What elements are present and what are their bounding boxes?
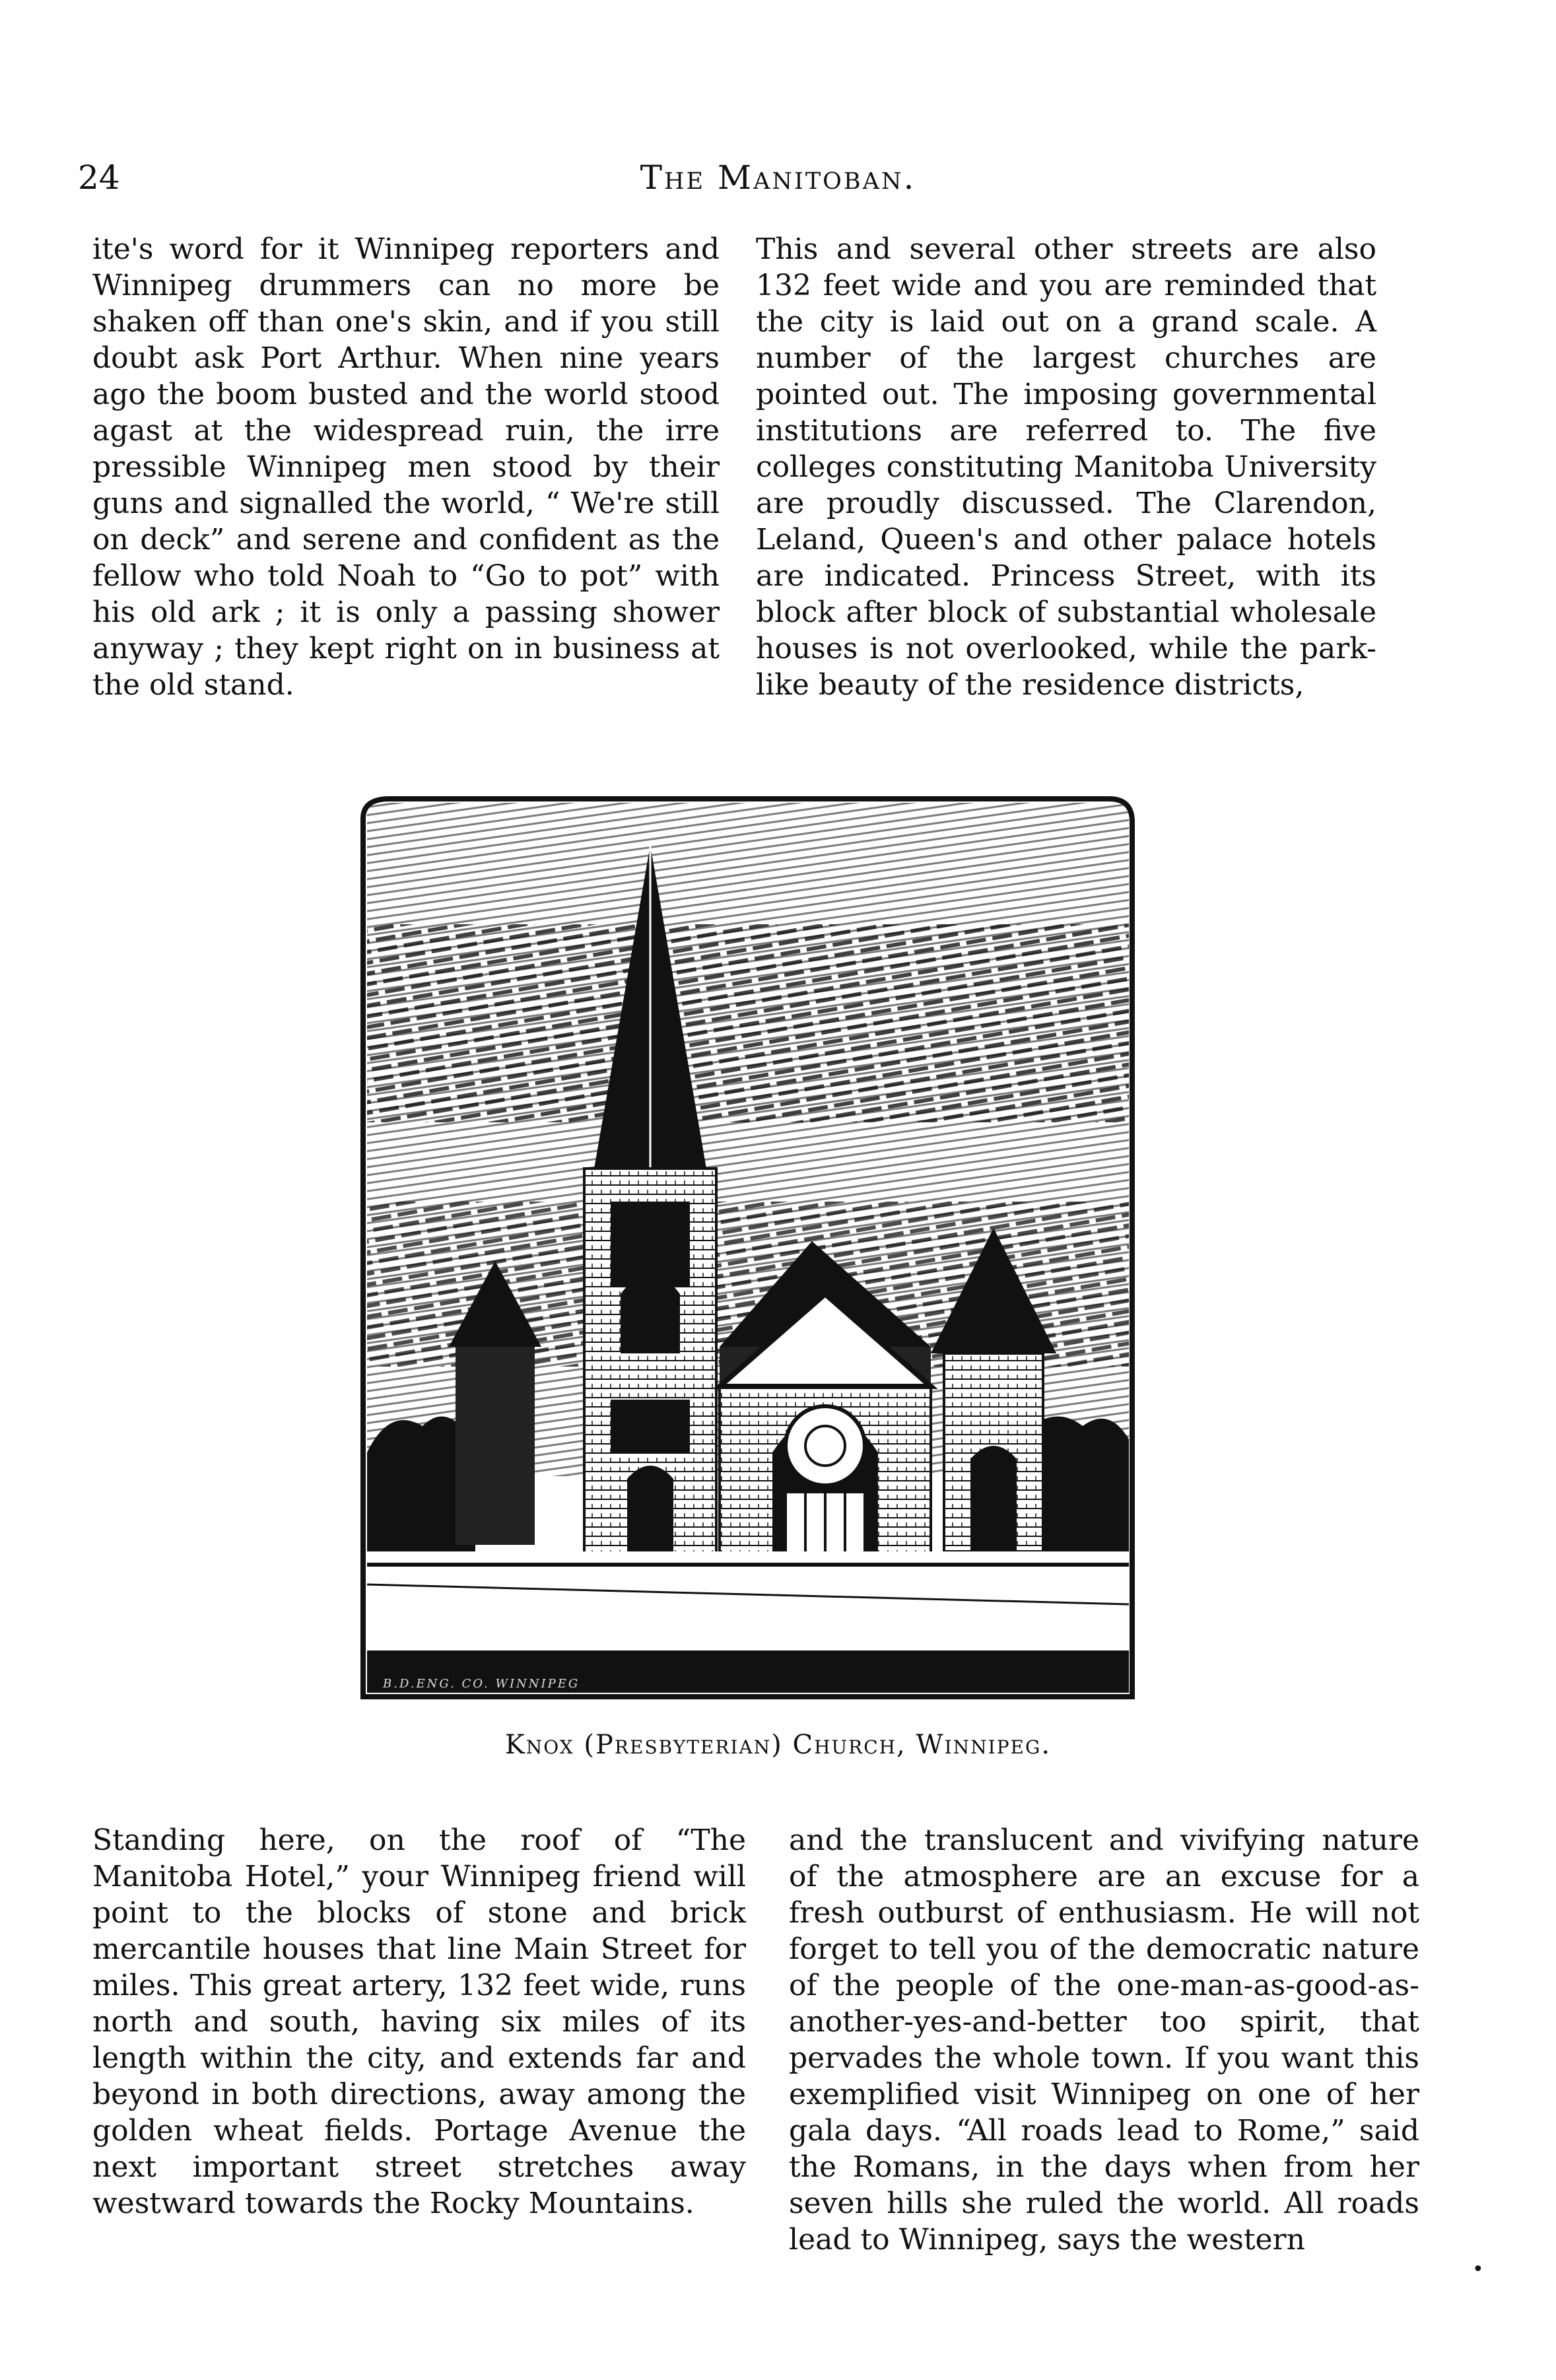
text-column-top-right bbox=[756, 231, 1376, 703]
text-column-top-left bbox=[92, 231, 720, 703]
paragraph: Standing here, on the roof of “The Manitoba Hotel,” your Winnipeg friend will point to the blocks of stone and brick mercantile houses that line Main Street for miles. This great artery, 132 feet wide, runs north and south, having six miles of its length within the city, and extends far and beyond in both directions, away among the golden wheat fields. Portage Avenue the next important street stretches away westward towards the Rocky Mountains. bbox=[92, 1823, 746, 2220]
running-title: The Manitoban. bbox=[640, 158, 916, 197]
page-mark: • bbox=[1472, 2258, 1484, 2281]
page-number: 24 bbox=[78, 158, 120, 197]
paragraph: and the translucent and vivifying nature of the atmosphere are an excuse for a fresh outburst of enthusiasm. He will not forget to tell you of the democratic nature of the people of the one-man-as-good-as-another-yes-and-better too spirit, that pervades the whole town. If you want this exemplified visit Winnipeg on one of her gala days. “All roads lead to Rome,” said the Romans, in the days when from her seven hills she ruled the world. All roads lead to Winnipeg, says the western bbox=[789, 1823, 1419, 2257]
paragraph: This and several other streets are also 132 feet wide and you are reminded that the city is laid out on a grand scale. A number of the largest churches are pointed out. The imposing governmental institutions are referred to. The five colleges constituting Manitoba University are proudly discussed. The Clarendon, Leland, Queen's and other palace hotels are indicated. Princess Street, with its block after block of substantial wholesale houses is not overlooked, while the park-like beauty of the residence districts, bbox=[756, 232, 1376, 702]
church-engraving bbox=[350, 792, 1142, 1703]
figure-caption: Knox (Presbyterian) Church, Winnipeg. bbox=[504, 1730, 1052, 1760]
text-column-bottom-left bbox=[92, 1822, 746, 2222]
paragraph: ite's word for it Winnipeg reporters and Winnipeg drummers can no more be shaken off than one's skin, and if you still doubt ask Port Arthur. When nine years ago the boom busted and the world stood agast at the widespread ruin, the irre pressible Winnipeg men stood by their guns and signalled the world, “ We're still on deck” and serene and confident as the fellow who told Noah to “Go to pot” with his old ark ; it is only a passing shower anyway ; they kept right on in business at the old stand. bbox=[92, 232, 720, 702]
text-column-bottom-right bbox=[789, 1822, 1419, 2258]
engraving-credit: B.D.ENG. CO. WINNIPEG bbox=[383, 1677, 580, 1691]
